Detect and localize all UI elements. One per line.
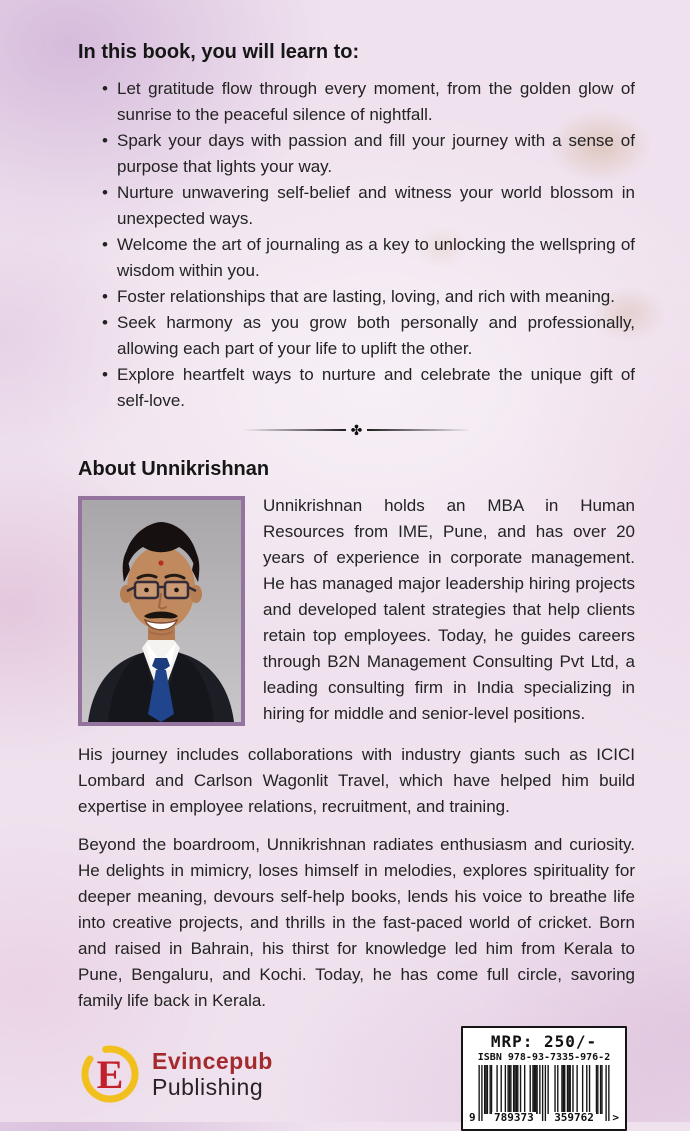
learn-list [78, 76, 635, 414]
barcode-digit-group: 9 [469, 1111, 476, 1124]
learn-heading: In this book, you will learn to: [78, 41, 360, 63]
barcode-panel [461, 1026, 627, 1131]
about-block [78, 493, 635, 730]
barcode-digit-group: 359762 [554, 1111, 594, 1124]
isbn-label: ISBN 978-93-7335-976-2 [477, 1052, 611, 1063]
publisher-name [152, 1048, 273, 1100]
list-item: • Foster relationships that are lasting, loving, and rich with meaning. [102, 284, 635, 310]
bio-personal-paragraph: Beyond the boardroom, Unnikrishnan radiates enthusiasm and curiosity. He delights in mimicry, loses himself in melodies, explores spirituality for deeper meaning, devours self-help books, lends his voice to breathe life into creative projects, and thrills in the fast-paced world of cricket. Born and raised in Bahrain, his thirst for knowledge led him from Kerala to Pune, Bengaluru, and Kochi. Today, he has come full circle, savoring family life back in Kerala. [78, 835, 635, 1010]
barcode-digit-group: > [612, 1111, 619, 1124]
divider-line [367, 429, 470, 431]
list-item: • Seek harmony as you grow both personally and professionally, allowing each part of your life to uplift the other. [102, 310, 635, 362]
list-item: • Let gratitude flow through every moment, from the golden glow of sunrise to the peaceful silence of nightfall. [102, 76, 635, 128]
about-bio-intro: Unnikrishnan holds an MBA in Human Resources from IME, Pune, and has over 20 years of experience in corporate management. He has managed major leadership hiring projects and developed talent strategies that help clients retain top employees. Today, he guides careers through B2N Management Consulting Pvt Ltd, a leading consulting firm in India specializing in hiring for middle and senior-level positions. [263, 496, 635, 723]
section-divider [243, 423, 471, 437]
publisher-name-line1: Evincepub [152, 1048, 273, 1074]
footer [78, 1026, 635, 1131]
author-photo [78, 496, 245, 726]
logo-letter: E [96, 1052, 124, 1097]
diamond-cross-ornament-icon: ✤ [350, 422, 363, 438]
list-item: • Explore heartfelt ways to nurture and celebrate the unique gift of self-love. [102, 362, 635, 414]
list-item: • Welcome the art of journaling as a key to unlocking the wellspring of wisdom within you. [102, 232, 635, 284]
mrp-label: MRP: 250/- [490, 1032, 598, 1051]
publisher-logo-icon [78, 1042, 142, 1106]
list-item: • Nurture unwavering self-belief and witness your world blossom in unexpected ways. [102, 180, 635, 232]
list-item: • Spark your days with passion and fill your journey with a sense of purpose that lights your way. [102, 128, 635, 180]
publisher-name-line2: Publishing [152, 1074, 264, 1100]
barcode-number [469, 1112, 619, 1124]
publisher-logo [78, 1042, 273, 1106]
author-portrait-image [82, 500, 241, 722]
bio-journey-paragraph: His journey includes collaborations with industry giants such as ICICI Lombard and Carlson Wagonlit Travel, which have helped him build expertise in employee relations, recruitment, and training. [78, 745, 635, 816]
barcode-digit-group: 789373 [494, 1111, 534, 1124]
divider-line [243, 429, 346, 431]
about-heading: About Unnikrishnan [78, 458, 270, 480]
